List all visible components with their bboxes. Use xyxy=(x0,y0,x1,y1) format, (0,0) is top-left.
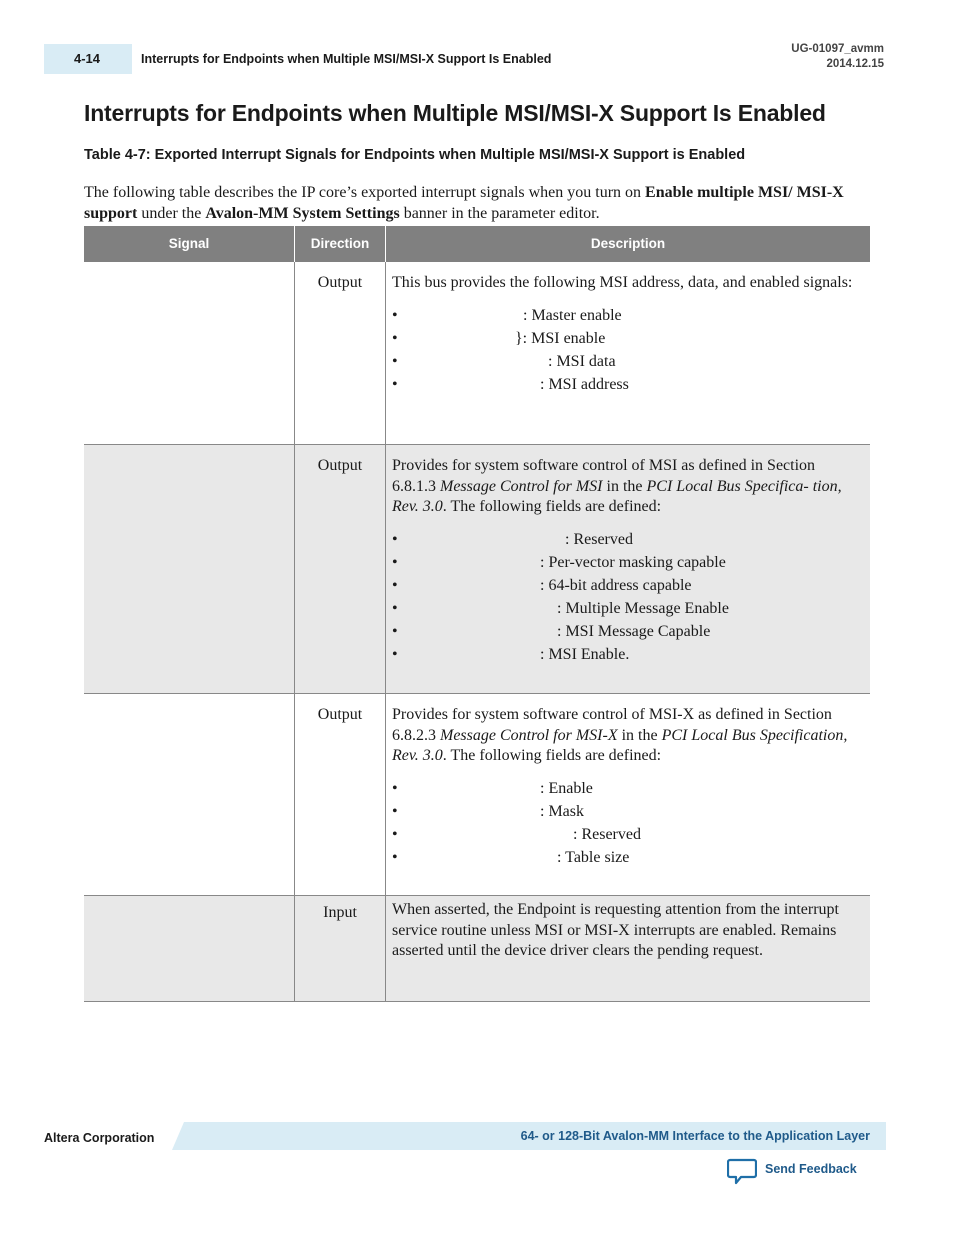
field-list xyxy=(392,528,858,666)
table-caption: Table 4-7: Exported Interrupt Signals for Endpoints when Multiple MSI/MSI-X Support is Enabled xyxy=(84,147,746,163)
footer-doc-title[interactable]: 64- or 128-Bit Avalon-MM Interface to the Application Layer xyxy=(520,1129,870,1143)
feedback-speech-bubble-icon[interactable] xyxy=(727,1158,757,1186)
field-list xyxy=(392,304,858,396)
description-text: Provides for system software control of MSI as defined in Section 6.8.1.3 Message Control for MSI in the PCI Local Bus Specifica- tion, Rev. 3.0. The following fields are defined: xyxy=(392,457,842,515)
list-item: • : Master enable xyxy=(392,306,622,324)
list-item: • : Reserved xyxy=(392,825,641,843)
running-header-title: Interrupts for Endpoints when Multiple MSI/MSI-X Support Is Enabled xyxy=(141,52,552,66)
doc-date: 2014.12.15 xyxy=(826,58,884,70)
list-item: • : MSI address xyxy=(392,375,629,393)
send-feedback-link[interactable]: Send Feedback xyxy=(765,1162,857,1176)
footer-band-edge xyxy=(172,1122,184,1150)
table-row xyxy=(84,445,870,694)
direction-cell: Output xyxy=(295,445,386,694)
table-row xyxy=(84,262,870,445)
list-item: • : MSI Enable. xyxy=(392,645,630,663)
list-item: • : Enable xyxy=(392,779,593,797)
description-cell xyxy=(386,896,871,1002)
col-header-signal: Signal xyxy=(84,226,295,262)
page-number: 4-14 xyxy=(74,51,101,66)
description-cell xyxy=(386,694,871,896)
page-number-tab-edge xyxy=(112,44,132,74)
table-row xyxy=(84,896,870,1002)
list-item: • : Mask xyxy=(392,802,584,820)
intro-bold-banner: Avalon-MM System Settings xyxy=(205,205,400,222)
description-text: This bus provides the following MSI address, data, and enabled signals: xyxy=(392,274,853,291)
doc-id: UG-01097_avmm xyxy=(791,43,884,55)
list-item: • : Multiple Message Enable xyxy=(392,599,729,617)
description-text: When asserted, the Endpoint is requesting attention from the interrupt service routine unless MSI or MSI-X interrupts are enabled. Remains asserted until the device driver clears the pending request. xyxy=(392,901,839,959)
signal-cell xyxy=(84,896,295,1002)
signal-cell xyxy=(84,694,295,896)
col-header-description: Description xyxy=(386,226,871,262)
direction-cell: Input xyxy=(295,896,386,1002)
list-item: • : Per-vector masking capable xyxy=(392,553,726,571)
doc-info xyxy=(791,42,884,72)
intro-paragraph xyxy=(84,182,870,224)
table-row xyxy=(84,694,870,896)
interrupt-signals-table xyxy=(84,226,870,1002)
list-item: • : Reserved xyxy=(392,530,633,548)
intro-text-3: banner in the parameter editor. xyxy=(399,205,600,222)
footer-company: Altera Corporation xyxy=(44,1131,155,1145)
description-text: Provides for system software control of MSI-X as defined in Section 6.8.2.3 Message Control for MSI-X in the PCI Local Bus Specification, Rev. 3.0. The following fields are defined: xyxy=(392,706,848,764)
description-cell xyxy=(386,445,871,694)
intro-bold-setting: Enable multiple MSI/ MSI-X support xyxy=(84,184,844,222)
list-item: • : 64-bit address capable xyxy=(392,576,692,594)
direction-cell: Output xyxy=(295,694,386,896)
list-item: • }: MSI enable xyxy=(392,329,606,347)
list-item: • : Table size xyxy=(392,848,630,866)
table-header-row xyxy=(84,226,870,262)
list-item: • : MSI Message Capable xyxy=(392,622,711,640)
section-heading: Interrupts for Endpoints when Multiple MSI/MSI-X Support Is Enabled xyxy=(84,100,826,126)
direction-cell: Output xyxy=(295,262,386,445)
signal-cell xyxy=(84,445,295,694)
list-item: • : MSI data xyxy=(392,352,616,370)
field-list xyxy=(392,777,858,869)
intro-text-1: The following table describes the IP core’s exported interrupt signals when you turn on xyxy=(84,184,646,201)
col-header-direction: Direction xyxy=(295,226,386,262)
description-cell xyxy=(386,262,871,445)
intro-text-2: under the xyxy=(137,205,206,222)
signal-cell xyxy=(84,262,295,445)
